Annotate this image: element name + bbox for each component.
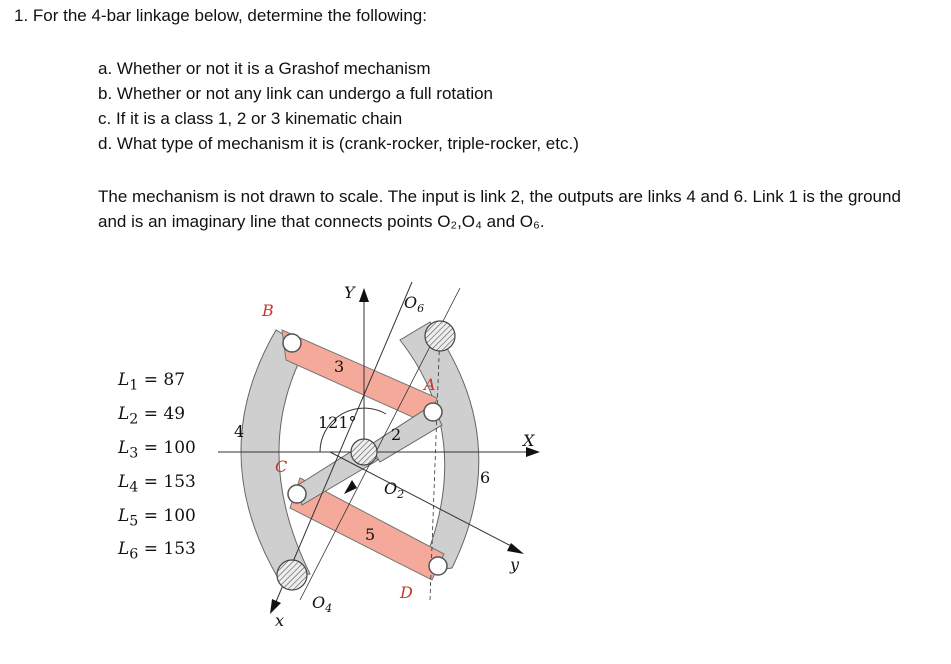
label-A: A (424, 375, 436, 394)
label-link-3: 3 (334, 357, 345, 376)
axis-Y-arrow (359, 288, 369, 302)
label-link-5: 5 (365, 525, 376, 544)
question-title: 1. For the 4-bar linkage below, determine the following: (14, 6, 427, 25)
length-l4: $L_4 = 153$ (118, 471, 196, 496)
label-link-4: 4 (234, 422, 245, 441)
label-O2: $O_2$ (384, 479, 405, 501)
label-O6: $O_6$ (404, 293, 425, 315)
label-axis-Y: Y (344, 283, 355, 302)
label-O4: $O_4$ (312, 593, 333, 615)
label-axis-X: X (523, 431, 535, 450)
link-4-body (241, 330, 310, 578)
problem-description: The mechanism is not drawn to scale. The input is link 2, the outputs are links 4 and 6. Link 1 is the ground and is an imaginary line that connects points O₂,O₄ and O₆. (98, 187, 901, 231)
label-link-6: 6 (480, 468, 491, 487)
length-l6: $L_6 = 153$ (118, 539, 196, 563)
label-D: D (400, 583, 413, 602)
joint-B (283, 334, 301, 352)
part-b: b. Whether or not any link can undergo a full rotation (98, 84, 494, 103)
label-link-2: 2 (391, 425, 402, 444)
label-axis-x: x (275, 611, 285, 630)
pivot-O2 (351, 439, 377, 465)
pivot-O4 (277, 560, 307, 590)
part-a: a. Whether or not it is a Grashof mechanism (98, 59, 431, 78)
joint-A (424, 403, 442, 421)
joint-D (429, 557, 447, 575)
label-B: B (262, 301, 274, 320)
length-l3: $L_3 = 100$ (118, 437, 196, 462)
joint-C (288, 485, 306, 503)
part-d: d. What type of mechanism it is (crank-rocker, triple-rocker, etc.) (98, 134, 579, 153)
length-l5: $L_5 = 100$ (118, 505, 196, 529)
part-c: c. If it is a class 1, 2 or 3 kinematic chain (98, 109, 403, 128)
label-C: C (275, 457, 288, 476)
label-angle: 121° (318, 413, 357, 432)
length-l1: $L_1 = 87$ (118, 370, 186, 394)
link-6-body (400, 322, 479, 572)
label-axis-y: y (510, 555, 520, 574)
length-l2: $L_2 = 49$ (118, 403, 186, 428)
pivot-O6 (425, 321, 455, 351)
